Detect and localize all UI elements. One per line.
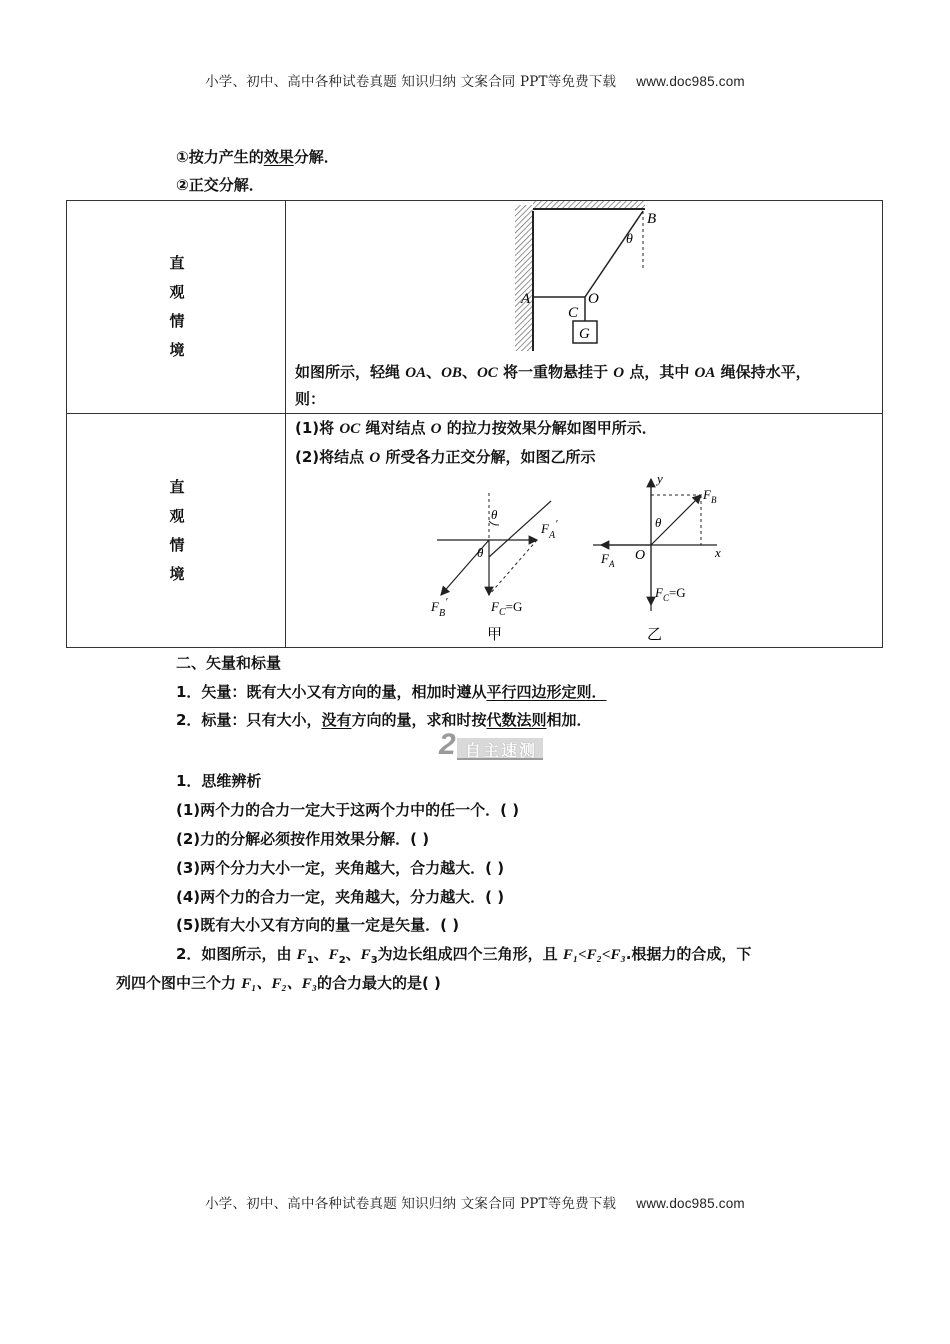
text-part: F xyxy=(296,947,307,963)
row2-label-char: 情 xyxy=(169,536,185,554)
label-x: x xyxy=(715,545,721,560)
method-1 xyxy=(176,146,339,167)
label-fc: $F_C=G$ xyxy=(491,599,523,618)
row2-label-char: 境 xyxy=(169,565,185,583)
header-text: 小学、初中、高中各种试卷真题 知识归纳 文案合同 PPT等免费下载 xyxy=(205,74,617,90)
quiz-q1-title: 1．思维辨析 xyxy=(176,772,262,790)
text-part: 1 xyxy=(306,955,314,966)
label-fc: $F_C=G$ xyxy=(655,585,686,603)
text-part: 的合力最大的是( ) xyxy=(316,974,441,992)
quiz-item: (5)既有大小又有方向的量一定是矢量．( ) xyxy=(176,916,460,934)
method-1-suffix: 分解． xyxy=(293,148,339,166)
theta-label-top: θ xyxy=(491,507,498,522)
text-part: F xyxy=(360,947,371,963)
ceiling-hatching xyxy=(533,201,645,209)
text-part: 绳对结点 xyxy=(360,419,431,437)
row2-text-line2 xyxy=(295,446,595,467)
table-divider-vertical xyxy=(285,201,286,647)
text-part: 点，其中 xyxy=(624,363,695,381)
text-part: O xyxy=(369,450,381,466)
badge-title: 自主速测 xyxy=(465,741,538,760)
wall-hatching xyxy=(515,205,533,351)
label-theta: θ xyxy=(626,232,633,247)
figure-yi xyxy=(587,471,737,643)
row2-label-char: 直 xyxy=(169,478,185,496)
label-a: A xyxy=(521,291,531,307)
quiz-item: (4)两个力的合力一定，夹角越大，分力越大．( ) xyxy=(176,888,505,906)
text-part: 绳保持水平， xyxy=(715,363,811,381)
text-part: OC xyxy=(339,421,361,437)
row1-description-line2: 则： xyxy=(295,390,326,408)
footer-site: www.doc985.com xyxy=(636,1196,745,1211)
quiz-item: (3)两个分力大小一定，夹角越大，合力越大．( ) xyxy=(176,859,505,877)
page-footer xyxy=(0,1192,950,1212)
situation-table xyxy=(66,200,883,648)
theta-label: θ xyxy=(655,515,662,530)
row1-label-char: 境 xyxy=(169,341,185,359)
row2-label xyxy=(167,473,187,589)
section2-title: 二、矢量和标量 xyxy=(176,654,282,672)
text-part: 、 xyxy=(313,945,329,963)
quiz-q2-line1 xyxy=(176,943,751,966)
text-part: 1．矢量：既有大小又有方向的量，相加时遵从 xyxy=(176,683,487,701)
label-c: C xyxy=(568,305,579,321)
self-test-badge xyxy=(439,728,543,762)
text-part: F₁、F₂、F₃ xyxy=(241,976,317,992)
row1-label-char: 情 xyxy=(169,312,185,330)
quiz-q2-line2 xyxy=(116,972,441,993)
label-y: y xyxy=(657,471,663,486)
table-divider-horizontal xyxy=(67,413,882,414)
text-part: F xyxy=(328,947,339,963)
text-part-underlined: 代数法则 xyxy=(486,711,547,729)
row1-description-line1 xyxy=(295,361,811,382)
text-part: (2)将结点 xyxy=(295,448,370,466)
footer-text: 小学、初中、高中各种试卷真题 知识归纳 文案合同 PPT等免费下载 xyxy=(205,1196,617,1212)
caption-yi: 乙 xyxy=(647,625,663,643)
text-part: 、 xyxy=(345,945,361,963)
method-1-prefix: ①按力产生的 xyxy=(176,148,264,166)
label-fa: $F_A$ xyxy=(601,551,615,569)
method-1-underlined: 效果 xyxy=(263,148,294,166)
label-g: G xyxy=(579,326,590,342)
theta-label-bottom: θ xyxy=(477,545,484,560)
rope-ob xyxy=(585,211,643,297)
figure-jia xyxy=(427,483,577,643)
text-part: F₁<F₂<F₃ xyxy=(562,947,626,963)
text-part: OA xyxy=(694,365,716,381)
text-part: 2 xyxy=(338,955,346,966)
label-b: B xyxy=(647,211,657,227)
hanging-weight-figure xyxy=(507,201,657,351)
label-fa-prime: $F_A'$ xyxy=(541,518,558,541)
text-part: 2．如图所示，由 xyxy=(176,945,297,963)
text-part: 3 xyxy=(370,955,378,966)
quiz-item: (2)力的分解必须按作用效果分解．( ) xyxy=(176,830,430,848)
caption-jia: 甲 xyxy=(487,625,503,643)
text-part: OA xyxy=(405,365,427,381)
badge-number: 2 xyxy=(439,728,456,761)
method-2: ②正交分解． xyxy=(176,176,264,194)
text-part: (1)将 xyxy=(295,419,340,437)
row2-text-line1 xyxy=(295,417,657,438)
row2-label-char: 观 xyxy=(169,507,185,525)
text-part-underlined: 平行四边形定则． xyxy=(486,683,607,701)
parallelogram-dashed xyxy=(489,540,537,595)
text-part: 2．标量：只有大小， xyxy=(176,711,322,729)
row1-label-char: 观 xyxy=(169,283,185,301)
row1-label-char: 直 xyxy=(169,254,185,272)
quiz-item: (1)两个力的合力一定大于这两个力中的任一个．( ) xyxy=(176,801,520,819)
label-o: O xyxy=(588,291,599,307)
text-part: O xyxy=(613,365,625,381)
text-part-underlined: 没有 xyxy=(321,711,352,729)
text-part: 方向的量，求和时按 xyxy=(351,711,487,729)
text-part: 为边长组成四个三角形，且 xyxy=(377,945,563,963)
header-site: www.doc985.com xyxy=(636,74,745,89)
text-part: 、 xyxy=(426,363,442,381)
label-o: O xyxy=(635,548,646,563)
text-part: O xyxy=(430,421,442,437)
text-part: 将一重物悬挂于 xyxy=(497,363,614,381)
label-fb-prime: $F_B'$ xyxy=(431,596,448,619)
text-part: 的拉力按效果分解如图甲所示． xyxy=(441,419,657,437)
label-fb: $F_B$ xyxy=(703,487,717,505)
scalar-definition xyxy=(176,709,592,730)
text-part: 相加． xyxy=(546,711,592,729)
vector-definition xyxy=(176,681,606,702)
text-part: OC xyxy=(476,365,498,381)
text-part: OB xyxy=(441,365,462,381)
text-part: 列四个图中三个力 xyxy=(116,974,242,992)
page-header xyxy=(0,70,950,90)
row1-label xyxy=(167,249,187,365)
text-part: 如图所示，轻绳 xyxy=(295,363,406,381)
text-part: .根据力的合成，下 xyxy=(625,945,752,963)
text-part: 所受各力正交分解，如图乙所示 xyxy=(380,448,596,466)
text-part: 、 xyxy=(461,363,477,381)
